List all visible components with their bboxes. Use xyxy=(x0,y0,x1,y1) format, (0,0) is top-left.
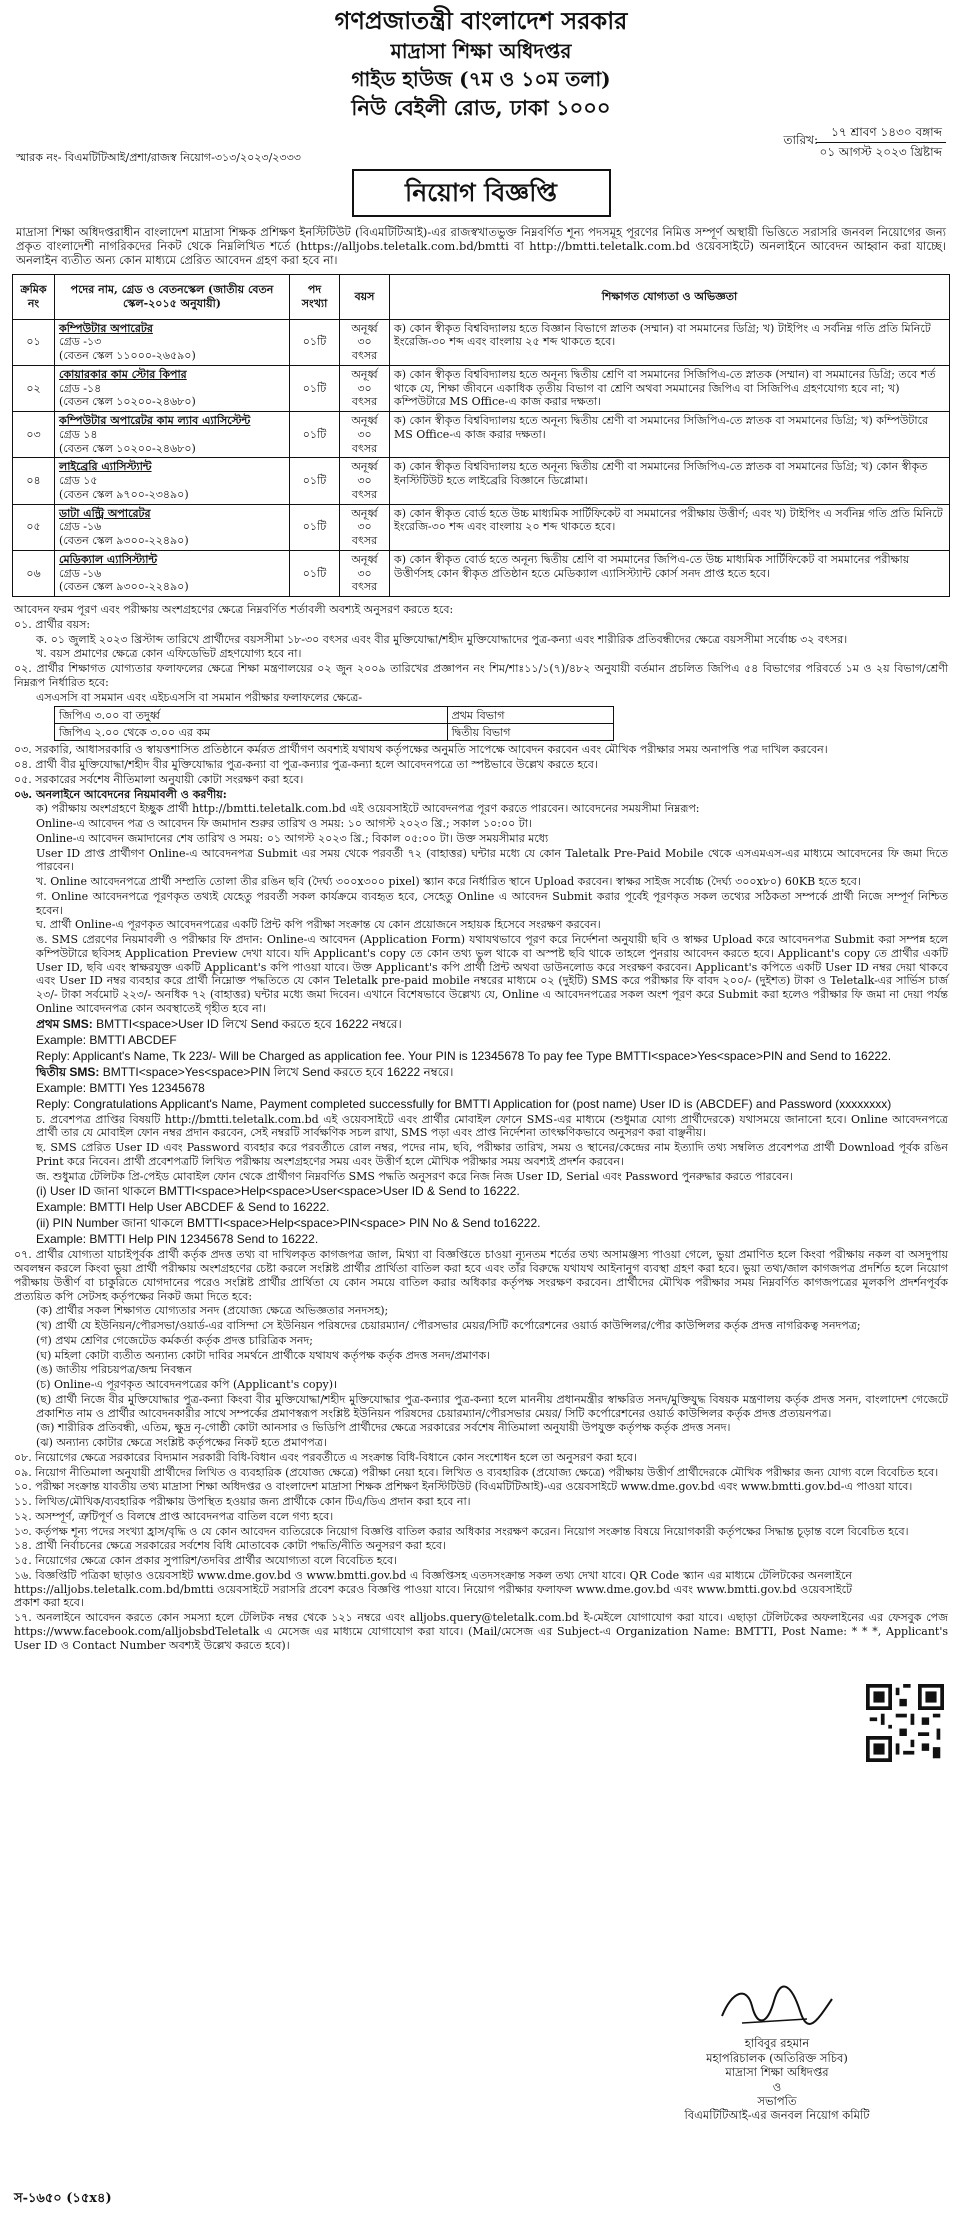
row-post xyxy=(55,319,290,365)
office-name: মাদ্রাসা শিক্ষা অধিদপ্তর xyxy=(390,39,572,63)
list-item: (ছ) প্রার্থী নিজে বীর মুক্তিযোদ্ধার পুত্র-কন্যা কিংবা বীর মুক্তিযোদ্ধা/শহীদ মুক্তিযোদ্ধার পুত্র-কন্যার পুত্র-কন্যা হলে মাননীয় প্রধানমন্ত্রীর স্বাক্ষরিত সনদ/মুক্তিযুদ্ধ বিষয়ক মন্ত্রণালয় কর্তৃক প্রদত্ত সনদ, বাংলাদেশ গেজেটে প্রকাশিত নাম ও প্রার্থীর আবেদনকারীর সাথে সম্পর্কের প্রমাণস্বরূপ সংশ্লিষ্ট ইউনিয়ন পরিষদের চেয়ারম্যান/পৌরসভার মেয়র/ সিটি কর্পোরেশনের ওয়ার্ড কাউন্সিলর কর্তৃক প্রদত্ত প্রত্যয়নপত্র। xyxy=(36,1392,948,1420)
condition-7: ০৭. প্রার্থীর যোগ্যতা যাচাইপূর্বক প্রার্থী কর্তৃক প্রদত্ত তথ্য বা দাখিলকৃত কাগজপত্র জাল, মিথ্যা বা বিজ্ঞপ্তিতে চাওয়া ন্যূনতম শর্তের তথ্য অসামঞ্জস্য পাওয়া গেলে, ভুয়া প্রমাণিত হলে কিংবা পরীক্ষায় নকল বা অসদুপায় অবলম্বন করলে কিংবা ভুয়া প্রার্থী পরীক্ষায় অংশগ্রহণের চেষ্টা করলে সংশ্লিষ্ট প্রার্থীর প্রার্থিতা বাতিল করা হবে এবং তাঁর বিরুদ্ধে যথাযথ আইনানুগ ব্যবস্থা গ্রহণ করা হবে। ভুয়া তথ্য/জাল কাগজপত্র প্রদর্শিত হলে নিয়োগ পরীক্ষায় উত্তীর্ণ বা চাকুরিতে যোগদানের পরেও সংশ্লিষ্ট প্রার্থীর প্রার্থিতা যে কোন সময়ে বাতিল করার অধিকার কর্তৃপক্ষ সংরক্ষণ করবেন। প্রার্থীদের মৌখিক পরীক্ষার সময় নিম্নবর্ণিত কাগজপত্রের মূলকপি প্রদর্শনপূর্বক প্রত্যয়িত কপি সেটসহ কর্তৃপক্ষের নিকট জমা দিতে হবে: xyxy=(14,1248,948,1303)
post-name: কোয়ারকার কাম স্টোর কিপার xyxy=(59,367,187,381)
condition-6b: খ. Online আবেদনপত্রে প্রার্থী সম্প্রতি তোলা তীর রঙিন ছবি (দৈর্ঘ্য ৩০০x৩০০ pixel) স্ক্যান করে নির্ধারিত স্থানে Upload করবেন। স্বাক্ষর সাইজ সর্বোচ্চ (দৈর্ঘ্য ৩০০x৮০) 60KB হতে হবে। xyxy=(36,875,861,889)
post-scale: (বেতন স্কেল ৯৩০০-২২৪৯০) xyxy=(59,534,189,548)
condition-8: ০৮. নিয়োগের ক্ষেত্রে সরকারের বিদ্যমান সরকারী বিধি-বিধান এবং পরবর্তীতে এ সংক্রান্ত বিধি-বিধানে কোন সংশোধন হলে তা অনুসরণ করা হবে। xyxy=(14,1450,637,1464)
sms-example-2: Example: BMTTI Yes 12345678 xyxy=(36,1080,205,1095)
post-grade: গ্রেড ১৫ xyxy=(59,474,98,488)
table-row xyxy=(55,707,614,724)
col-age: বয়স xyxy=(340,274,390,319)
list-item: (গ) প্রথম শ্রেণির গেজেটেড কর্মকর্তা কর্তৃক প্রদত্ত চারিত্রিক সনদ; xyxy=(36,1333,313,1347)
post-scale: (বেতন স্কেল ১০২০০-২৪৬৮০) xyxy=(59,441,196,455)
signature-mark xyxy=(712,1981,842,2033)
notice-title: নিয়োগ বিজ্ঞপ্তি xyxy=(352,169,611,216)
condition-6h: জ. শুধুমাত্র টেলিটক প্রি-পেইড মোবাইল ফোন থেকে প্রার্থীগণ নিম্নবর্ণিত SMS পদ্ধতি অনুসরণ করে নিজ নিজ User ID, Serial এবং Password পুনরুদ্ধার করতে পারবেন। xyxy=(36,1169,793,1183)
post-grade: গ্রেড -১৬ xyxy=(59,520,102,534)
row-serial: ০৩ xyxy=(13,412,55,458)
row-post xyxy=(55,458,290,504)
condition-14: ১৪. প্রার্থী নির্বাচনের ক্ষেত্রে সরকারের সর্বশেষ বিধি মোতাবেক কোটা পদ্ধতি/নীতি অনুসরণ করা হবে। xyxy=(14,1539,446,1553)
row-count: ০১টি xyxy=(290,550,340,596)
sms-first xyxy=(14,1017,948,1032)
post-name: মেডিক্যাল এ্যাসিস্ট্যান্ট xyxy=(59,552,158,566)
table-row xyxy=(13,412,950,458)
signatory-role: সভাপতি xyxy=(757,2093,797,2108)
posts-table xyxy=(12,274,950,598)
table-row xyxy=(13,319,950,365)
condition-6a3: User ID প্রাপ্ত প্রার্থীগণ Online-এ আবেদনপত্র Submit এর সময় থেকে পরবর্তী ৭২ (বাহাত্তর) ঘন্টার মধ্যে যে কোন Taletalk Pre-Paid Mobile থেকে এসএমএস-এর মাধ্যমে আবেদনের ফি জমা দিতে পারবেন। xyxy=(36,846,948,874)
row-age: অনূর্ধ্ব ৩০ বৎসর xyxy=(340,319,390,365)
sms-second xyxy=(14,1065,948,1080)
row-age: অনূর্ধ্ব ৩০ বৎসর xyxy=(340,412,390,458)
gpa-division: প্রথম বিভাগ xyxy=(447,707,613,724)
condition-4: ০৪. প্রার্থী বীর মুক্তিযোদ্ধা/শহীদ বীর মুক্তিযোদ্ধার পুত্র-কন্যা বা পুত্র-কন্যার পুত্র-কন্যা হলে আবেদনপত্রে তা স্পষ্টভাবে উল্লেখ করতে হবে। xyxy=(14,758,598,772)
gpa-table xyxy=(54,706,614,741)
post-scale: (বেতন স্কেল ১০২০০-২৪৬৮০) xyxy=(59,395,196,409)
condition-6-title: ০৬. অনলাইনে আবেদনের নিয়মাবলী ও করণীয়: xyxy=(14,787,227,801)
row-post xyxy=(55,550,290,596)
recovery-1: (i) User ID জানা থাকলে BMTTI<space>Help<space>User<space>User ID & Send to 16222. xyxy=(36,1184,520,1199)
signatory-name: হাবিবুর রহমান xyxy=(744,2036,810,2051)
post-grade: গ্রেড -১৪ xyxy=(59,381,102,395)
gpa-division: দ্বিতীয় বিভাগ xyxy=(447,724,613,741)
list-item: (খ) প্রার্থী যে ইউনিয়ন/পৌরসভা/ওয়ার্ড-এর বাসিন্দা সে ইউনিয়ন পরিষদের চেয়ারম্যান/ পৌরসভার মেয়র/সিটি কর্পোরেশনের ওয়ার্ড কাউন্সিলর/পৌর কাউন্সিলর কর্তৃক প্রদত্ত নাগরিকত্ব সনদপত্র; xyxy=(36,1319,861,1333)
qr-code-icon[interactable] xyxy=(866,1684,944,1762)
condition-6f: চ. প্রবেশপত্র প্রাপ্তির বিষয়টি http://bmtti.teletalk.com.bd এই ওয়েবসাইটে এবং প্রার্থীর মোবাইল ফোনে SMS-এর মাধ্যমে (শুধুমাত্র যোগ্য প্রার্থীদেরকে) যথাসময়ে জানানো হবে। Online আবেদনপত্রে প্রার্থী তার যে মোবাইল ফোন নম্বর প্রদান করবেন, সেই নম্বরটি সার্বক্ষণিক সচল রাখা, SMS পড়া এবং প্রাপ্ত নির্দেশনা তাৎক্ষণিকভাবে অনুসরণ করা বাঞ্ছনীয়। xyxy=(36,1112,948,1140)
recovery-1-example: Example: BMTTI Help User ABCDEF & Send to 16222. xyxy=(36,1200,330,1215)
row-age: অনূর্ধ্ব ৩০ বৎসর xyxy=(340,550,390,596)
row-count: ০১টি xyxy=(290,412,340,458)
conditions-body xyxy=(14,603,948,1652)
condition-13: ১৩. কর্তৃপক্ষ শূন্য পদের সংখ্যা হ্রাস/বৃদ্ধি ও যে কোন আবেদন ব্যতিরেকে নিয়োগ বিজ্ঞপ্তি বাতিল করার অধিকার সংরক্ষণ করেন। নিয়োগ সংক্রান্ত বিষয়ে নিয়োগকারী কর্তৃপক্ষের সিদ্ধান্ত চূড়ান্ত বলে বিবেচিত হবে। xyxy=(14,1524,909,1538)
govt-name: গণপ্রজাতন্ত্রী বাংলাদেশ সরকার xyxy=(334,6,628,35)
condition-6a2: Online-এ আবেদন জমাদানের শেষ তারিখ ও সময়: ০১ আগস্ট ২০২৩ খ্রি.; বিকাল ০৫:০০ টা। উক্ত সময়সীমার মধ্যে xyxy=(36,831,549,845)
sms-first-label: প্রথম SMS: xyxy=(36,1016,93,1031)
signatory-office: মাদ্রাসা শিক্ষা অধিদপ্তর xyxy=(725,2065,829,2080)
letterhead xyxy=(0,6,962,121)
col-qualification: শিক্ষাগত যোগ্যতা ও অভিজ্ঞতা xyxy=(390,274,950,319)
row-age: অনূর্ধ্ব ৩০ বৎসর xyxy=(340,504,390,550)
list-item: (ঝ) অন্যান্য কোটার ক্ষেত্রে সংশ্লিষ্ট কর্তৃপক্ষের নিকট হতে প্রমাণপত্র। xyxy=(36,1436,327,1450)
recovery-2: (ii) PIN Number জানা থাকলে BMTTI<space>Help<space>PIN<space> PIN No & Send to16222. xyxy=(36,1216,541,1231)
row-post xyxy=(55,504,290,550)
condition-3: ০৩. সরকারি, আধাসরকারি ও স্বায়ত্তশাসিত প্রতিষ্ঠানে কর্মরত প্রার্থীগণ অবশ্যই যথাযথ কর্তৃপক্ষের অনুমতি সাপেক্ষে আবেদন করবেন এবং মৌখিক পরীক্ষার সময় অনাপত্তি পত্র দাখিল করবেন। xyxy=(14,743,828,757)
date-block xyxy=(783,125,946,162)
sms-example-1: Example: BMTTI ABCDEF xyxy=(36,1032,177,1047)
signatory-and: ও xyxy=(772,2079,782,2094)
recovery-2-example: Example: BMTTI Help PIN 12345678 Send to 16222. xyxy=(36,1232,319,1247)
row-post xyxy=(55,412,290,458)
office-building: গাইড হাউজ (৭ম ও ১০ম তলা) xyxy=(351,67,611,91)
list-item: (ঘ) মহিলা কোটা ব্যতীত অন্যান্য কোটা দাবির সমর্থনে প্রার্থীকে যথাযথ কর্তৃপক্ষ কর্তৃক প্রদত্ত সনদ/প্রমাণক। xyxy=(36,1348,491,1362)
date-bangla: ১৭ শ্রাবণ ১৪৩০ বঙ্গাব্দ xyxy=(816,125,946,143)
row-age: অনূর্ধ্ব ৩০ বৎসর xyxy=(340,365,390,411)
condition-12: ১২. অসম্পূর্ণ, ত্রুটিপূর্ণ ও বিলম্বে প্রাপ্ত আবেদনপত্র বাতিল বলে গণ্য হবে। xyxy=(14,1509,334,1523)
date-label: তারিখ: xyxy=(783,133,818,148)
row-count: ০১টি xyxy=(290,319,340,365)
reference-row xyxy=(16,125,946,169)
condition-1-title: ০১. প্রার্থীর বয়স: xyxy=(14,617,91,631)
condition-17: ১৭. অনলাইনে আবেদন করতে কোন সমস্যা হলে টেলিটক নম্বর থেকে ১২১ নম্বরে এবং alljobs.query@teletalk.com.bd ই-মেইলে যোগাযোগ করা যাবে। এছাড়া টেলিটকের অফলাইনের এর ফেসবুক পেজ https://www.facebook.com/alljobsbdTeletalk এ মেসেজ এর মাধ্যমে যোগাযোগ করা যাবে। (Mail/মেসেজ এর Subject-এ Organization Name: BMTTI, Post Name: * * *, Applicant's User ID ও Contact Number অবশ্যই উল্লেখ করতে হবে)। xyxy=(14,1611,948,1652)
table-row xyxy=(13,458,950,504)
sms-first-cmd: BMTTI<space>User ID লিখে Send করতে হবে 16222 নম্বরে। xyxy=(96,1016,402,1031)
sms-reply-1: Reply: Applicant's Name, Tk 223/- Will be Charged as application fee. Your PIN is 12345678 To pay fee Type BMTTI<space>Yes<space>PIN and Send to 16222. xyxy=(36,1048,892,1063)
post-name: ডাটা এন্ট্রি অপারেটর xyxy=(59,506,151,520)
footer-code: স-১৬৫০ (১৫x৪) xyxy=(14,2191,112,2206)
post-grade: গ্রেড -১৩ xyxy=(59,335,102,349)
post-name: কম্পিউটার অপারেটর কাম ল্যাব এ্যাসিস্টেন্ট xyxy=(59,414,251,428)
list-item: (ঙ) জাতীয় পরিচয়পত্র/জন্ম নিবন্ধন xyxy=(36,1363,192,1377)
post-scale: (বেতন স্কেল ৯৩০০-২২৪৯০) xyxy=(59,580,189,594)
table-row xyxy=(55,724,614,741)
memo-number: স্মারক নং- বিএমটিটিআই/প্রশা/রাজস্ব নিয়োগ-৩১৩/২০২৩/২৩৩৩ xyxy=(16,151,301,165)
row-qualification: ক) কোন স্বীকৃত বিশ্ববিদ্যালয় হতে অনূন্য দ্বিতীয় শ্রেণী বা সমমানের সিজিপিএ-তে স্নাতক বা সমমানের ডিগ্রি; খ) কোন স্বীকৃত ইনস্টিটিউট হতে লাইব্রেরি বিজ্ঞানে ডিপ্লোমা। xyxy=(390,458,950,504)
condition-1b: খ. বয়স প্রমাণের ক্ষেত্রে কোন এফিডেভিট গ্রহণযোগ্য হবে না। xyxy=(36,647,302,661)
row-serial: ০১ xyxy=(13,319,55,365)
post-name: কম্পিউটার অপারেটর xyxy=(59,321,153,335)
row-count: ০১টি xyxy=(290,504,340,550)
list-item: (ক) প্রার্থীর সকল শিক্ষাগত যোগ্যতার সনদ (প্রযোজ্য ক্ষেত্রে অভিজ্ঞতার সনদসহ); xyxy=(36,1304,389,1318)
post-scale: (বেতন স্কেল ৯৭০০-২৩৪৯০) xyxy=(59,487,189,501)
condition-11: ১১. লিখিত/মৌখিক/ব্যবহারিক পরীক্ষায় উপস্থিত হওয়ার জন্য প্রার্থীকে কোন টিএ/ডিএ প্রদান করা হবে না। xyxy=(14,1495,471,1509)
condition-6g: ছ. SMS প্রেরিত User ID এবং Password ব্যবহার করে পরবর্তীতে রোল নম্বর, পদের নাম, ছবি, পরীক্ষার তারিখ, সময় ও স্থানের/কেন্দ্রের নাম ইত্যাদি তথ্য সম্বলিত প্রবেশপত্র প্রার্থী Download পূর্বক রঙিন Print করে নিবেন। প্রার্থী প্রবেশপত্রটি লিখিত পরীক্ষায় অংশগ্রহণের সময় এবং উত্তীর্ণ হলে মৌখিক পরীক্ষার সময় অবশ্যই প্রদর্শন করবেন। xyxy=(36,1141,948,1168)
list-item: (জ) শারীরিক প্রতিবন্ধী, এতিম, ক্ষুদ্র নৃ-গোষ্ঠী কোটা আনসার ও ভিডিপি প্রার্থীদের ক্ষেত্রে সরকারের সর্বশেষ নীতিমালা অনুযায়ী উপযুক্ত কর্তৃপক্ষ কর্তৃক প্রদত্ত সনদ। xyxy=(36,1421,731,1435)
row-qualification: ক) কোন স্বীকৃত বিশ্ববিদ্যালয় হতে বিজ্ঞান বিভাগে স্নাতক (সম্মান) বা সমমানের ডিগ্রি; খ) টাইপিং এ সর্বনিম্ন গতি প্রতি মিনিটে ইংরেজি-৩০ শব্দ এবং বাংলায় ২৫ শব্দ থাকতে হবে। xyxy=(390,319,950,365)
condition-6e: ঙ. SMS প্রেরণের নিয়মাবলী ও পরীক্ষার ফি প্রদান: Online-এ আবেদন (Application Form) যথাযথভাবে পূরণ করে নির্দেশনা অনুযায়ী ছবি ও স্বাক্ষর Upload করে আবেদনপত্র Submit করা সম্পন্ন হলে কম্পিউটারে ছবিসহ Application Preview দেখা যাবে। যদি Applicant's copy তে কোন তথ্য ভুল থাকে বা অস্পষ্ট ছবি থাকে তাহলে পুনরায় আবেদন করতে হবে। Applicant's copy তে প্রার্থীর একটি User ID, ছবি এবং স্বাক্ষরযুক্ত একটি Applicant's কপি পাওয়া যাবে। উক্ত Applicant's কপি প্রার্থী প্রিন্ট অথবা ডাউনলোড করে সংরক্ষণ করবেন। Applicant's কপিতে একটি User ID নম্বর দেয়া থাকবে এবং User ID নম্বর ব্যবহার করে প্রার্থী নিম্নোক্ত পদ্ধতিতে যে কোন Teletalk pre-paid mobile নম্বরের মাধ্যমে ০২ (দুইটি) SMS করে পরীক্ষার ফি বাবদ ২০০/- (দুইশত) টাকা ও Teletalk-এর সার্ভিস চার্জ ২৩/- টাকা সর্বমোট ২২৩/- অনধিক ৭২ (বাহাত্তর) ঘন্টার মধ্যে জমা দিবেন। এখানে বিশেষভাবে উল্লেখ্য যে, Online এ আবেদনপত্রের সকল অংশ পূরণ করে Submit করা হলেও পরীক্ষার ফি জমা না দেয়া পর্যন্ত Online আবেদনপত্র কোন অবস্থাতেই গৃহীত হবে না। xyxy=(36,933,948,1015)
condition-2: ০২. প্রার্থীর শিক্ষাগত যোগ্যতার ফলাফলের ক্ষেত্রে শিক্ষা মন্ত্রণালয়ের ০২ জুন ২০০৯ তারিখের প্রজ্ঞাপন নং শিম/শাঃ১১/১(৭)/৪৮২ অনুযায়ী বর্তমান প্রচলিত জিপিএ ৫৪ বিভাগের পরিবর্তে ১ম ও ২য় বিভাগ/শ্রেণী নিম্নরূপ নির্ধারিত হবে: xyxy=(14,662,948,689)
col-count: পদ সংখ্যা xyxy=(290,274,340,319)
row-qualification: ক) কোন স্বীকৃত বোর্ড হতে উচ্চ মাধ্যমিক সার্টিফিকেট বা সমমানের পরীক্ষায় উত্তীর্ণ; এবং খ) টাইপিং এ সর্বনিম্ন গতি প্রতি মিনিটে ইংরেজি-৩০ শব্দ এবং বাংলায় ২০ শব্দ থাকতে হবে। xyxy=(390,504,950,550)
gpa-range: জিপিএ ৩.০০ বা তদুর্ধ্ব xyxy=(55,707,448,724)
post-name: লাইব্রেরি এ্যাসিস্ট্যান্ট xyxy=(59,460,152,474)
sms-second-cmd: BMTTI<space>Yes<space>PIN লিখে Send করতে হবে 16222 নম্বরে। xyxy=(102,1064,454,1079)
condition-6c: গ. Online আবেদনপত্রে পূরণকৃত তথ্যই যেহেতু পরবর্তী সকল কার্যক্রমে ব্যবহৃত হবে, সেহেতু Online এ আবেদন Submit করার পূর্বেই পূরণকৃত সকল তথ্যের সঠিকতা সম্পর্কে প্রার্থী নিজে সম্পূর্ণ নিশ্চিত হবেন। xyxy=(36,889,948,917)
condition-10: ১০. পরীক্ষা সংক্রান্ত যাবতীয় তথ্য মাদ্রাসা শিক্ষা অধিদপ্তর ও বাংলাদেশ মাদ্রাসা শিক্ষক প্রশিক্ষণ ইনস্টিটিউট (বিএমটিটিআই)-এর ওয়েবসাইটে www.dme.gov.bd এবং www.bmtti.gov.bd-এ পাওয়া যাবে। xyxy=(14,1480,913,1494)
condition-15: ১৫. নিয়োগের ক্ষেত্রে কোন প্রকার সুপারিশ/তদবির প্রার্থীর অযোগ্যতা বলে বিবেচিত হবে। xyxy=(14,1554,398,1568)
row-serial: ০৫ xyxy=(13,504,55,550)
table-header-row xyxy=(13,274,950,319)
condition-6d: ঘ. প্রার্থী Online-এ পূরণকৃত আবেদনপত্রের একটি প্রিন্ট কপি পরীক্ষা সংক্রান্ত যে কোন প্রয়োজনে সহায়ক হিসেবে সংরক্ষণ করবেন। xyxy=(36,918,601,932)
row-post xyxy=(55,365,290,411)
gpa-range: জিপিএ ২.০০ থেকে ৩.০০ এর কম xyxy=(55,724,448,741)
condition-5: ০৫. সরকারের সর্বশেষ নীতিমালা অনুযায়ী কোটা সংরক্ষণ করা হবে। xyxy=(14,772,304,786)
condition-6a1: Online-এ আবেদন পত্র ও আবেদন ফি জমাদান শুরুর তারিখ ও সময়: ১০ আগস্ট ২০২৩ খ্রি.; সকাল ১০:০০ টা। xyxy=(36,817,532,831)
table-row xyxy=(13,504,950,550)
row-qualification: ক) কোন স্বীকৃত বিশ্ববিদ্যালয় হতে অনূন্য দ্বিতীয় শ্রেণি বা সমমানের সিজিপিএ-তে স্নাতক (সম্মান) বা সমমানের ডিগ্রি; তবে শর্ত থাকে যে, শিক্ষা জীবনে একাধিক তৃতীয় বিভাগ বা শ্রেণি অথবা সমমানের জিপিএ বা সিজিপিএ গ্রহণযোগ্য হবে না; খ) কম্পিউটারে MS Office-এ কাজ করার দক্ষতা। xyxy=(390,365,950,411)
row-count: ০১টি xyxy=(290,458,340,504)
list-item: (চ) Online-এ পূরণকৃত আবেদনপত্রের কপি (Applicant's copy)। xyxy=(36,1378,338,1392)
conditions-intro: আবেদন ফরম পূরণ এবং পরীক্ষায় অংশগ্রহণের ক্ষেত্রে নিম্নবর্ণিত শর্তাবলী অবশ্যই অনুসরণ করতে হবে: xyxy=(14,603,454,617)
condition-9: ০৯. নিয়োগ নীতিমালা অনুযায়ী প্রার্থীদের লিখিত ও ব্যবহারিক (প্রযোজ্য ক্ষেত্রে) পরীক্ষা নেয়া হবে। লিখিত ও ব্যবহারিক (প্রযোজ্য ক্ষেত্রে) পরীক্ষায় উত্তীর্ণ প্রার্থীদেরকে মৌখিক পরীক্ষার জন্য যোগ্য বলে বিবেচিত হবে। xyxy=(14,1465,939,1479)
signatory-designation: মহাপরিচালক (অতিরিক্ত সচিব) xyxy=(706,2050,848,2065)
signatory-committee: বিএমটিটিআই-এর জনবল নিয়োগ কমিটি xyxy=(684,2108,870,2123)
condition-1a: ক. ০১ জুলাই ২০২৩ খ্রিস্টাব্দ তারিখে প্রার্থীদের বয়সসীমা ১৮-৩০ বৎসর এবং বীর মুক্তিযোদ্ধা/শহীদ মুক্তিযোদ্ধাদের পুত্র-কন্যা এবং শারীরিক প্রতিবন্ধীদের ক্ষেত্রে বয়সসীমা সর্বোচ্চ ৩২ বৎসর। xyxy=(36,632,848,646)
row-serial: ০২ xyxy=(13,365,55,411)
condition-6a: ক) পরীক্ষায় অংশগ্রহণে ইচ্ছুক প্রার্থী http://bmtti.teletalk.com.bd এই ওয়েবসাইটে আবেদনপত্র পূরণ করতে পারবেন। আবেদনের সময়সীমা নিম্নরূপ: xyxy=(36,802,700,816)
row-age: অনূর্ধ্ব ৩০ বৎসর xyxy=(340,458,390,504)
condition-2-sub: এসএসসি বা সমমান এবং এইচএসসি বা সমমান পরীক্ষার ফলাফলের ক্ষেত্রে- xyxy=(36,690,363,704)
condition-16: ১৬. বিজ্ঞপ্তিটি পত্রিকা ছাড়াও ওয়েবসাইট www.dme.gov.bd ও www.bmtti.gov.bd এ বিজ্ঞপ্তিসহ এতদসংক্রান্ত সকল তথ্য দেখা যাবে। QR Code স্ক্যান এর মাধ্যমে টেলিটকের অনলাইনে https://alljobs.teletalk.com.bd/bmtti ওয়েবসাইটে সরাসরি প্রবেশ করেও বিজ্ঞপ্তি পাওয়া যাবে। নিয়োগ পরীক্ষার ফলাফল www.dme.gov.bd এবং www.bmtti.gov.bd ওয়েবসাইটে প্রকাশ করা হবে। xyxy=(14,1568,852,1610)
row-count: ০১টি xyxy=(290,365,340,411)
sms-second-label: দ্বিতীয় SMS: xyxy=(36,1064,100,1079)
col-serial: ক্রমিক নং xyxy=(13,274,55,319)
col-post: পদের নাম, গ্রেড ও বেতনস্কেল (জাতীয় বেতন স্কেল-২০১৫ অনুযায়ী) xyxy=(55,274,290,319)
sms-reply-2: Reply: Congratulations Applicant's Name, Payment completed successfully for BMTTI Application for (post name) User ID is (ABCDEF) and Password (xxxxxxxx) xyxy=(36,1096,892,1111)
table-row xyxy=(13,550,950,596)
row-serial: ০৪ xyxy=(13,458,55,504)
post-grade: গ্রেড -১৬ xyxy=(59,566,102,580)
table-row xyxy=(13,365,950,411)
signature-block xyxy=(652,1981,902,2123)
post-grade: গ্রেড ১৪ xyxy=(59,427,98,441)
row-qualification: ক) কোন স্বীকৃত বোর্ড হতে অনূন্য দ্বিতীয় শ্রেণি বা সমমানের জিপিএ-তে উচ্চ মাধ্যমিক সার্টিফিকেট বা সমমানের পরীক্ষায় উত্তীর্ণসহ কোন স্বীকৃত প্রতিষ্ঠান হতে মেডিক্যাল এ্যাসিস্ট্যান্ট কোর্স সনদ প্রাপ্ত হতে হবে। xyxy=(390,550,950,596)
office-address: নিউ বেইলী রোড, ঢাকা ১০০০ xyxy=(351,95,611,120)
date-english: ০১ আগস্ট ২০২৩ খ্রিষ্টাব্দ xyxy=(819,145,942,160)
post-scale: (বেতন স্কেল ১১০০০-২৬৫৯০) xyxy=(59,349,196,363)
intro-paragraph: মাদ্রাসা শিক্ষা অধিদপ্তরাধীন বাংলাদেশ মাদ্রাসা শিক্ষক প্রশিক্ষণ ইনস্টিটিউট (বিএমটিটিআই)-এর রাজস্বখাতভুক্ত নিম্নবর্ণিত শূন্য পদসমূহ পূরণের নিমিত্ত সম্পূর্ণ অস্থায়ী ভিত্তিতে সরাসরি জনবল নিয়োগের জন্য প্রকৃত বাংলাদেশী নাগরিকদের নিকট থেকে নিম্নলিখিত শর্তে (https://alljobs.teletalk.com.bd/bmtti বা http://bmtti.teletalk.com.bd ওয়েবসাইটে) অনলাইনে আবেদন আহ্বান করা যাচ্ছে। অনলাইন ব্যতীত অন্য কোন মাধ্যমে প্রেরিত আবেদন গ্রহণ করা হবে না। xyxy=(16,224,946,268)
row-qualification: ক) কোন স্বীকৃত বিশ্ববিদ্যালয় হতে অনূন্য দ্বিতীয় শ্রেণী বা সমমানের সিজিপিএ-তে স্নাতক বা সমমানের ডিগ্রি; খ) কম্পিউটারে MS Office-এ কাজ করার দক্ষতা। xyxy=(390,412,950,458)
row-serial: ০৬ xyxy=(13,550,55,596)
